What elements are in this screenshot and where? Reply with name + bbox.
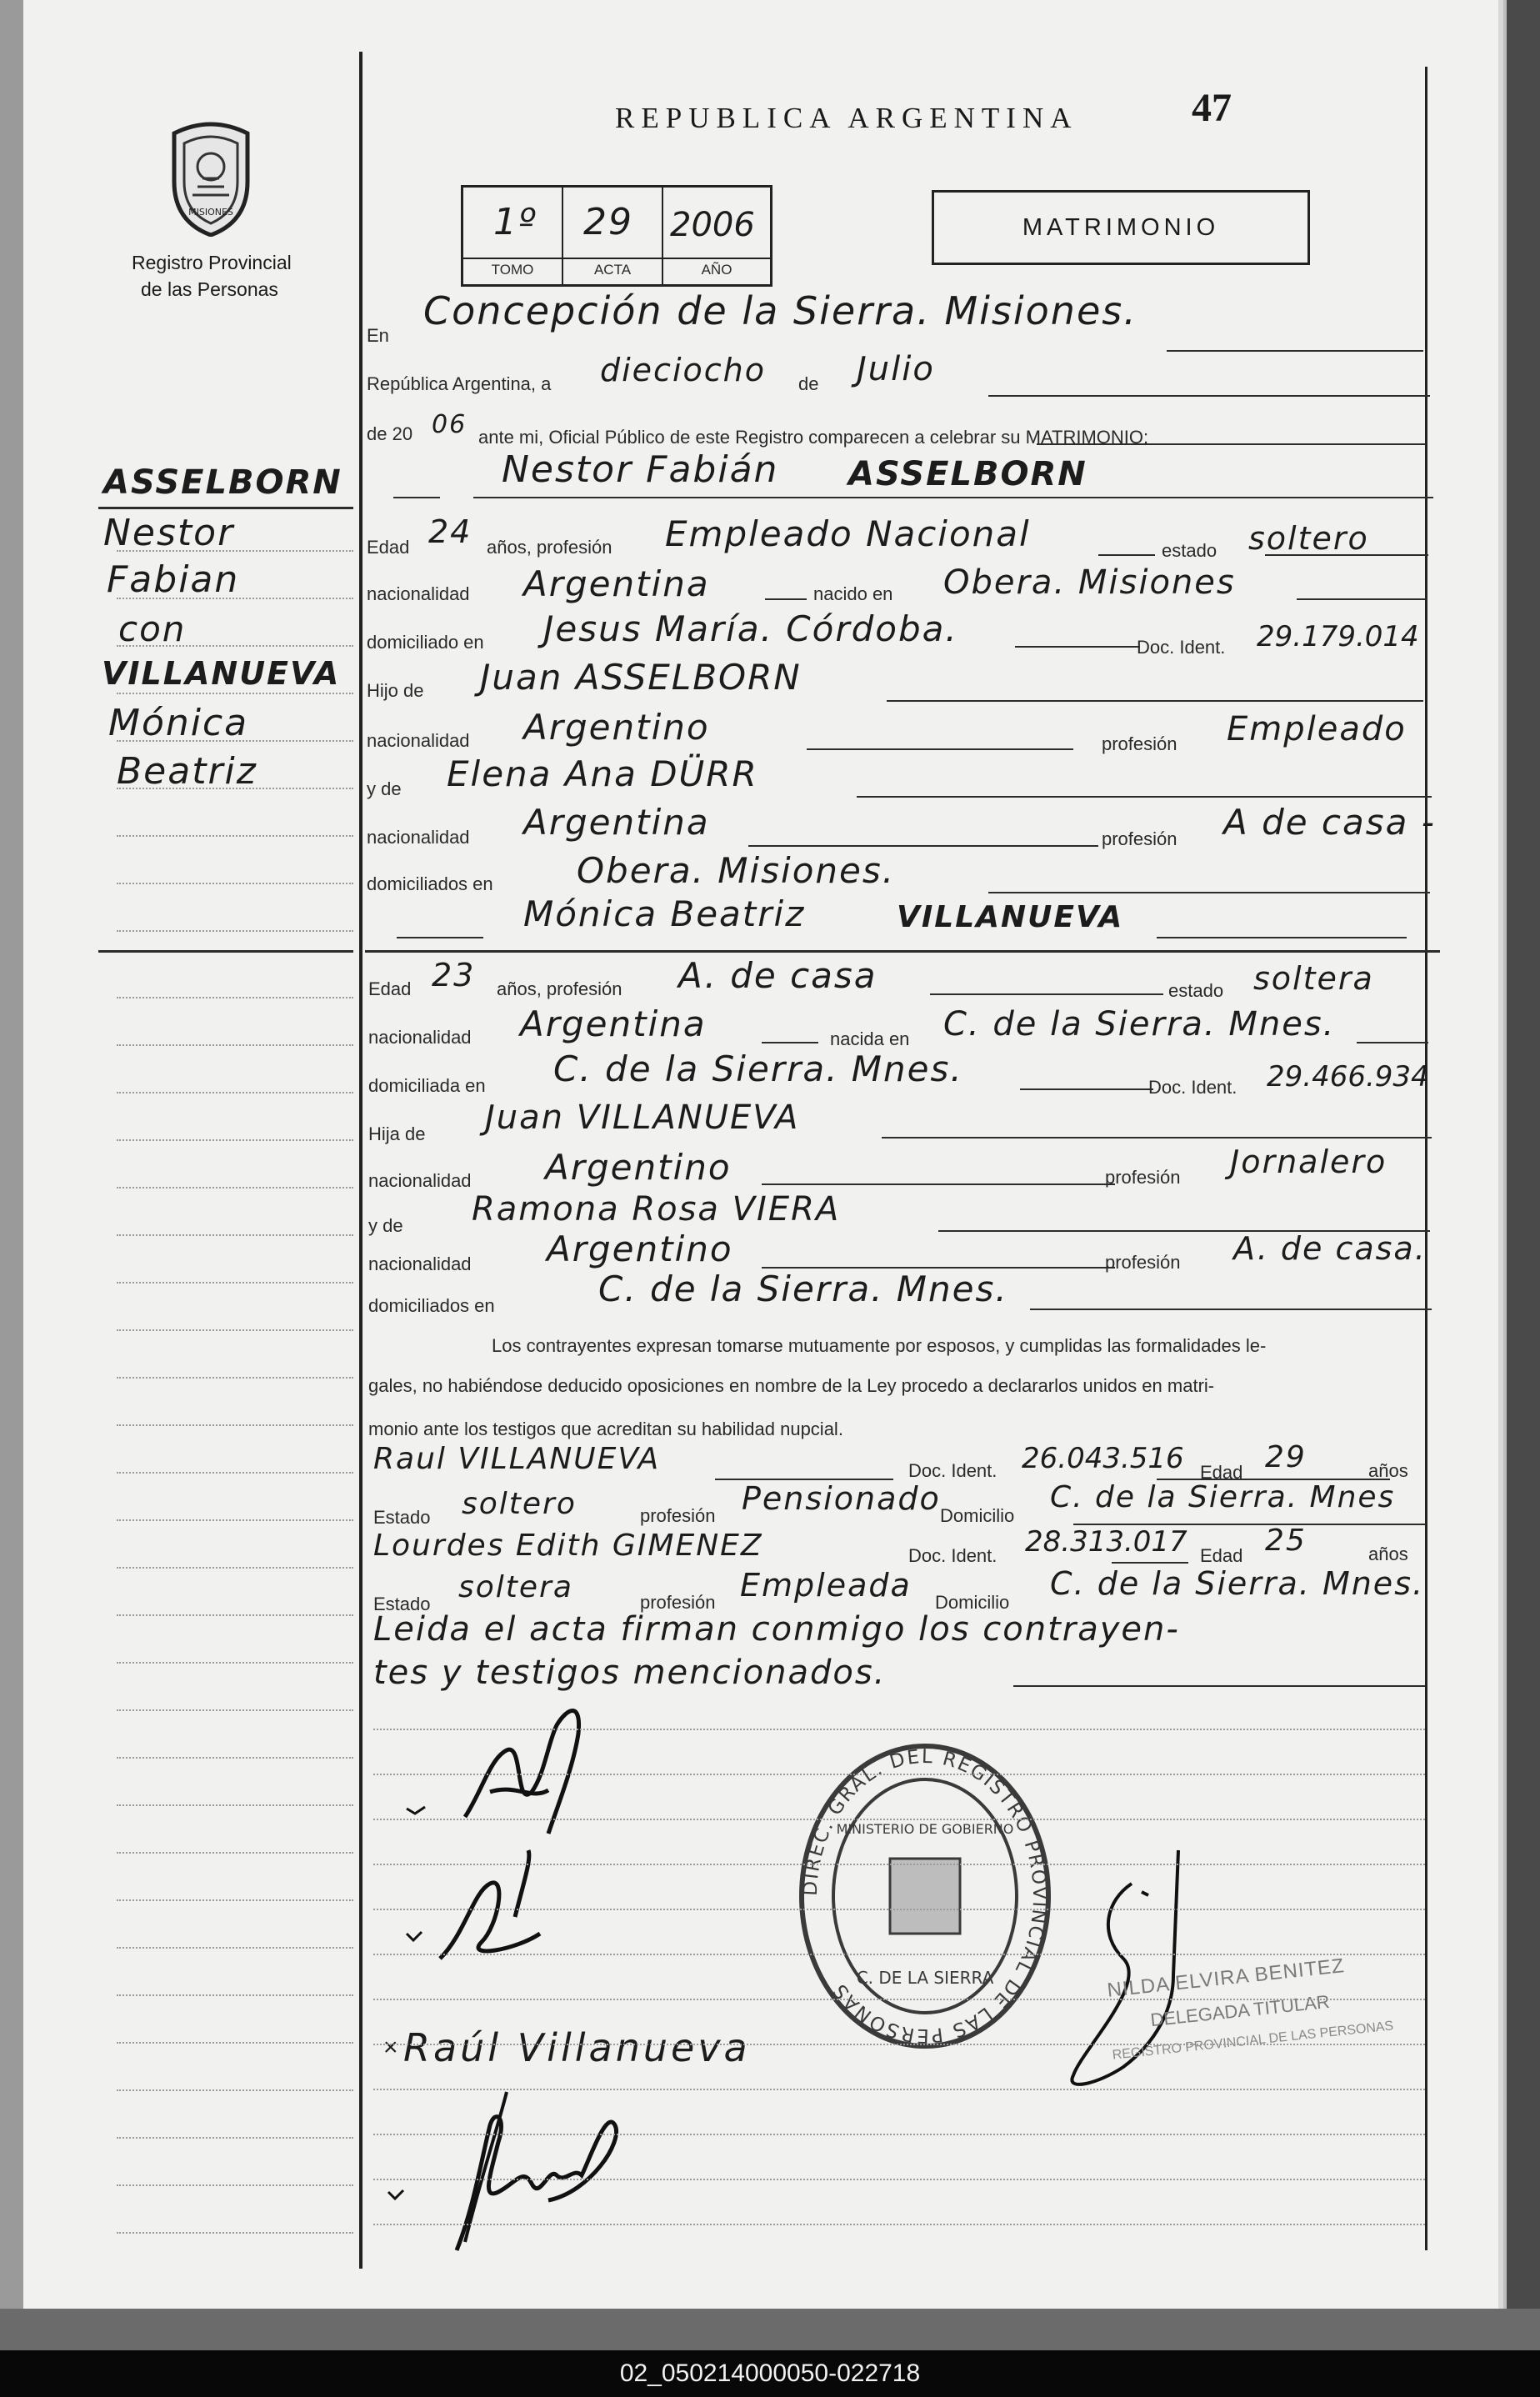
bride-hija-label: Hija de [368, 1123, 426, 1144]
groom-nacido-label: nacido en [813, 583, 893, 604]
bride-mother-profesion-label: profesión [1105, 1252, 1181, 1273]
field-line [988, 395, 1430, 397]
body-ruled-line [373, 2089, 1425, 2090]
witness2-profession: Empleada [740, 1567, 912, 1604]
ano-label: AÑO [663, 258, 770, 278]
margin-ruled-line [117, 883, 353, 884]
margin-surname-1: ASSELBORN [103, 463, 342, 502]
bride-parents-domicile: C. de la Sierra. Mnes. [598, 1269, 1008, 1309]
field-line [748, 845, 1098, 847]
field-line [762, 1267, 1115, 1269]
groom-bride-divider [365, 950, 1440, 953]
field-line [473, 497, 1432, 498]
witness1-profession: Pensionado [742, 1480, 941, 1517]
witness2-estado-label: Estado [373, 1594, 431, 1614]
bride-father-profession: Jornalero [1230, 1143, 1388, 1180]
margin-ruled-line [117, 930, 353, 932]
margin-ruled-line [117, 693, 353, 694]
groom-domiciliados-label: domiciliados en [367, 873, 493, 894]
bride-estado: soltera [1253, 960, 1374, 997]
margin-ruled-line [117, 2184, 353, 2186]
field-line [857, 796, 1432, 798]
margin-ruled-line [117, 997, 353, 998]
groom-doc: 29.179.014 [1257, 620, 1419, 653]
groom-surname: ASSELBORN [848, 455, 1088, 493]
field-line [397, 937, 483, 938]
registry-seal-stamp [783, 1734, 1067, 2059]
field-line [1157, 937, 1407, 938]
field-line [887, 700, 1423, 702]
tomo-cell [463, 188, 563, 284]
margin-ruled-line [117, 1092, 353, 1093]
groom-father-profesion-label: profesión [1102, 733, 1178, 754]
marriage-day: dieciocho [600, 352, 766, 388]
bride-edad-label: Edad [368, 978, 412, 999]
margin-first-2a: Mónica [108, 702, 249, 744]
field-line [762, 1042, 818, 1043]
margin-ruled-line [117, 550, 353, 552]
margin-ruled-line [117, 1187, 353, 1188]
year-prefix-label: de 20 [367, 423, 413, 444]
officer-registry: REGISTRO PROVINCIAL DE LAS PERSONAS [1111, 2019, 1394, 2063]
margin-ruled-line [117, 2232, 353, 2234]
margin-ruled-line [117, 1852, 353, 1854]
bride-y-de-label: y de [368, 1215, 403, 1236]
margin-ruled-line [117, 1994, 353, 1996]
acta-label: ACTA [563, 258, 662, 278]
de-label: de [798, 373, 819, 394]
bride-estado-label: estado [1168, 980, 1224, 1001]
bride-age: 23 [432, 957, 476, 993]
margin-ruled-line [117, 2042, 353, 2044]
margin-ruled-line [117, 1614, 353, 1616]
registry-name-line2: de las Personas [141, 278, 278, 300]
field-line [1297, 598, 1427, 600]
witness1-name: Raul VILLANUEVA [373, 1442, 661, 1476]
margin-ruled-line [117, 1282, 353, 1284]
margin-connector: con [118, 608, 187, 649]
body-ruled-line [373, 1954, 1425, 1955]
margin-ruled-line [117, 1044, 353, 1046]
field-line [1357, 1042, 1428, 1043]
svg-text:C. DE LA SIERRA: C. DE LA SIERRA [856, 1968, 994, 1988]
tomo-value: 1º [493, 201, 538, 243]
declaration-line-1: Los contrayentes expresan tomarse mutuamente por esposos, y cumplidas las formalidades le- [492, 1335, 1267, 1356]
left-column-rule [359, 52, 362, 2269]
witness1-profesion-label: profesión [640, 1505, 716, 1526]
marriage-place: Concepción de la Sierra. Misiones. [423, 288, 1138, 333]
ano-cell [663, 188, 770, 284]
appearance-sentence: ante mi, Oficial Público de este Registro comparecen a celebrar su MATRIMONIO: [478, 427, 1149, 448]
groom-mother-profession: A de casa - [1223, 802, 1436, 843]
declaration-line-3: monio ante los testigos que acreditan su habilidad nupcial. [368, 1419, 843, 1439]
groom-profesion-label: años, profesión [487, 537, 612, 558]
margin-ruled-line [117, 1472, 353, 1474]
bride-father-profesion-label: profesión [1105, 1167, 1181, 1188]
record-type-box [932, 190, 1310, 265]
body-ruled-line [373, 1729, 1425, 1730]
witness1-anos-label: años [1368, 1460, 1408, 1481]
bride-nationality: Argentina [520, 1003, 707, 1044]
witness2-domicile: C. de la Sierra. Mnes. [1050, 1565, 1425, 1602]
margin-ruled-line [117, 645, 353, 647]
margin-ruled-line [117, 1709, 353, 1711]
scan-reference-code: 02_050214000050-022718 [0, 2350, 1540, 2397]
bride-doc-label: Doc. Ident. [1148, 1077, 1238, 1098]
groom-profession: Empleado Nacional [665, 513, 1031, 554]
witness1-age: 29 [1265, 1440, 1307, 1474]
witness1-doc: 26.043.516 [1022, 1442, 1184, 1475]
field-line [1013, 1685, 1425, 1687]
signature-bride [382, 1834, 598, 1992]
declaration-line-2: gales, no habiéndose deducido oposiciones en nombre de la Ley procedo a declararlos unidos en matri- [368, 1375, 1215, 1396]
register-page [23, 0, 1498, 2309]
bride-domiciliada-label: domiciliada en [368, 1075, 486, 1096]
field-line [1030, 1309, 1432, 1310]
marriage-month: Julio [857, 350, 935, 388]
witness2-domicilio-label: Domicilio [935, 1592, 1010, 1613]
acta-value: 29 [583, 201, 633, 243]
registry-name-line1: Registro Provincial [132, 252, 292, 273]
bride-father-nacionalidad-label: nacionalidad [368, 1170, 472, 1191]
margin-rule-bottom [98, 950, 353, 953]
groom-nationality: Argentina [523, 563, 710, 604]
field-line [1265, 554, 1428, 556]
margin-rule-top [98, 507, 353, 509]
bride-mother: Ramona Rosa VIERA [472, 1190, 841, 1229]
witness2-anos-label: años [1368, 1544, 1408, 1564]
field-line [938, 1230, 1430, 1232]
book-spine [0, 0, 23, 2309]
signature-witness-2 [382, 2075, 665, 2275]
body-ruled-line [373, 1909, 1425, 1910]
bride-doc: 29.466.934 [1267, 1060, 1429, 1093]
groom-doc-label: Doc. Ident. [1137, 637, 1226, 658]
bride-mother-nacionalidad-label: nacionalidad [368, 1254, 472, 1274]
field-line [1037, 443, 1425, 445]
en-label: En [367, 325, 389, 346]
field-line [988, 892, 1430, 893]
witness1-domicilio-label: Domicilio [940, 1505, 1015, 1526]
field-line [1157, 1479, 1390, 1480]
tomo-label: TOMO [463, 258, 562, 278]
margin-ruled-line [117, 1329, 353, 1331]
margin-ruled-line [117, 1567, 353, 1569]
groom-age: 24 [428, 513, 472, 550]
field-line [882, 1137, 1432, 1138]
margin-ruled-line [117, 1234, 353, 1236]
margin-ruled-line [117, 1519, 353, 1521]
groom-domiciliado-label: domiciliado en [367, 632, 484, 653]
margin-ruled-line [117, 2137, 353, 2139]
margin-ruled-line [117, 1139, 353, 1141]
bride-name: Mónica Beatriz [523, 893, 806, 934]
bride-profesion-label: años, profesión [497, 978, 622, 999]
groom-y-de-label: y de [367, 778, 402, 799]
groom-edad-label: Edad [367, 537, 410, 558]
witness1-estado-label: Estado [373, 1507, 431, 1528]
groom-nacionalidad-label: nacionalidad [367, 583, 470, 604]
witness2-doc: 28.313.017 [1025, 1525, 1188, 1559]
witness1-signature-mark: × [383, 2034, 398, 2061]
svg-text:MISIONES: MISIONES [188, 207, 233, 218]
body-ruled-line [373, 2044, 1425, 2045]
groom-father: Juan ASSELBORN [480, 657, 802, 698]
bride-domicile: C. de la Sierra. Mnes. [553, 1048, 963, 1089]
field-line [1015, 646, 1140, 648]
witness1-estado: soltero [462, 1487, 577, 1521]
body-ruled-line [373, 1774, 1425, 1775]
field-line [1112, 1562, 1188, 1564]
margin-ruled-line [117, 1757, 353, 1759]
margin-first-1a: Nestor [103, 512, 235, 554]
groom-hijo-label: Hijo de [367, 680, 424, 701]
groom-mother-nationality: Argentina [523, 802, 710, 843]
groom-name: Nestor Fabián [502, 448, 779, 491]
signature-groom [382, 1692, 632, 1850]
witness2-estado: soltera [458, 1570, 573, 1604]
witness1-signature: Raúl Villanueva [403, 2025, 751, 2070]
closing-line-2: tes y testigos mencionados. [373, 1654, 887, 1692]
officer-name: NILDA ELVIRA BENITEZ [1106, 1954, 1346, 2002]
margin-first-2b: Beatriz [117, 750, 258, 793]
margin-ruled-line [117, 1377, 353, 1379]
closing-line-1: Leida el acta firman conmigo los contrayen- [373, 1610, 1180, 1649]
witness1-doc-label: Doc. Ident. [908, 1460, 998, 1481]
witness1-edad-label: Edad [1200, 1462, 1243, 1483]
page-number: 47 [1192, 86, 1232, 130]
page-bottom-edge [0, 2309, 1540, 2350]
right-page-rule [1425, 67, 1428, 2250]
bride-domiciliados-label: domiciliados en [368, 1295, 495, 1316]
field-line [393, 497, 440, 498]
bride-mother-nationality: Argentino [547, 1229, 733, 1269]
bride-nacionalidad-label: nacionalidad [368, 1027, 472, 1048]
record-number-grid [461, 185, 772, 287]
acta-cell [563, 188, 663, 284]
field-line [715, 1479, 893, 1480]
ano-value: 2006 [670, 206, 755, 244]
margin-first-1b: Fabian [107, 558, 240, 601]
province-emblem-icon [159, 115, 262, 237]
body-ruled-line [373, 1819, 1425, 1820]
bride-father: Juan VILLANUEVA [485, 1098, 800, 1137]
bride-mother-profession: A. de casa. [1233, 1230, 1427, 1267]
groom-estado: soltero [1248, 520, 1369, 557]
body-ruled-line [373, 2224, 1425, 2225]
svg-text:DIREC. GRAL. DEL REGISTRO PROV: DIREC. GRAL. DEL REGISTRO PROVINCIAL DE LAS PERSONAS [799, 1745, 1051, 2047]
bride-profession: A. de casa [678, 955, 878, 996]
bride-father-nationality: Argentino [545, 1147, 732, 1188]
witness2-name: Lourdes Edith GIMENEZ [373, 1529, 763, 1563]
bride-nacida-label: nacida en [830, 1028, 910, 1049]
margin-ruled-line [117, 1662, 353, 1664]
margin-ruled-line [117, 788, 353, 789]
margin-ruled-line [117, 1424, 353, 1426]
body-ruled-line [373, 1864, 1425, 1865]
field-line [930, 993, 1163, 995]
bride-birthplace: C. de la Sierra. Mnes. [943, 1005, 1336, 1043]
witness1-domicile: C. de la Sierra. Mnes [1050, 1480, 1396, 1514]
groom-father-profession: Empleado [1227, 710, 1407, 748]
groom-mother-nacionalidad-label: nacionalidad [367, 827, 470, 848]
margin-ruled-line [117, 2089, 353, 2091]
body-ruled-line [373, 2134, 1425, 2135]
bride-surname: VILLANUEVA [897, 900, 1124, 934]
groom-father-nationality: Argentino [523, 707, 710, 748]
field-line [1098, 554, 1155, 556]
groom-estado-label: estado [1162, 540, 1218, 561]
field-line [807, 748, 1073, 750]
margin-ruled-line [117, 740, 353, 742]
officer-title: DELEGADA TITULAR [1149, 1990, 1331, 2031]
groom-domicile: Jesus María. Córdoba. [543, 608, 958, 649]
margin-ruled-line [117, 1947, 353, 1949]
margin-ruled-line [117, 598, 353, 599]
page-title: REPUBLICA ARGENTINA [615, 102, 1078, 134]
republica-label: República Argentina, a [367, 373, 552, 394]
margin-ruled-line [117, 1899, 353, 1901]
field-line [1167, 350, 1423, 352]
groom-birthplace: Obera. Misiones [943, 563, 1236, 602]
field-line [1020, 1088, 1153, 1090]
groom-mother: Elena Ana DÜRR [447, 753, 758, 794]
margin-surname-2: VILLANUEVA [102, 655, 341, 692]
field-line [1073, 1524, 1425, 1525]
year-suffix: 06 [432, 410, 468, 439]
svg-text:MINISTERIO DE GOBIERNO: MINISTERIO DE GOBIERNO [836, 1821, 1014, 1837]
field-line [765, 598, 807, 600]
record-type: MATRIMONIO [1022, 214, 1220, 241]
witness2-age: 25 [1265, 1524, 1307, 1558]
groom-mother-profesion-label: profesión [1102, 828, 1178, 849]
field-line [762, 1183, 1115, 1185]
body-ruled-line [373, 1999, 1425, 2000]
witness2-profesion-label: profesión [640, 1592, 716, 1613]
groom-father-nacionalidad-label: nacionalidad [367, 730, 470, 751]
witness2-edad-label: Edad [1200, 1545, 1243, 1566]
margin-ruled-line [117, 1804, 353, 1806]
witness2-doc-label: Doc. Ident. [908, 1545, 998, 1566]
groom-parents-domicile: Obera. Misiones. [577, 850, 896, 891]
body-ruled-line [373, 2179, 1425, 2180]
margin-ruled-line [117, 835, 353, 837]
